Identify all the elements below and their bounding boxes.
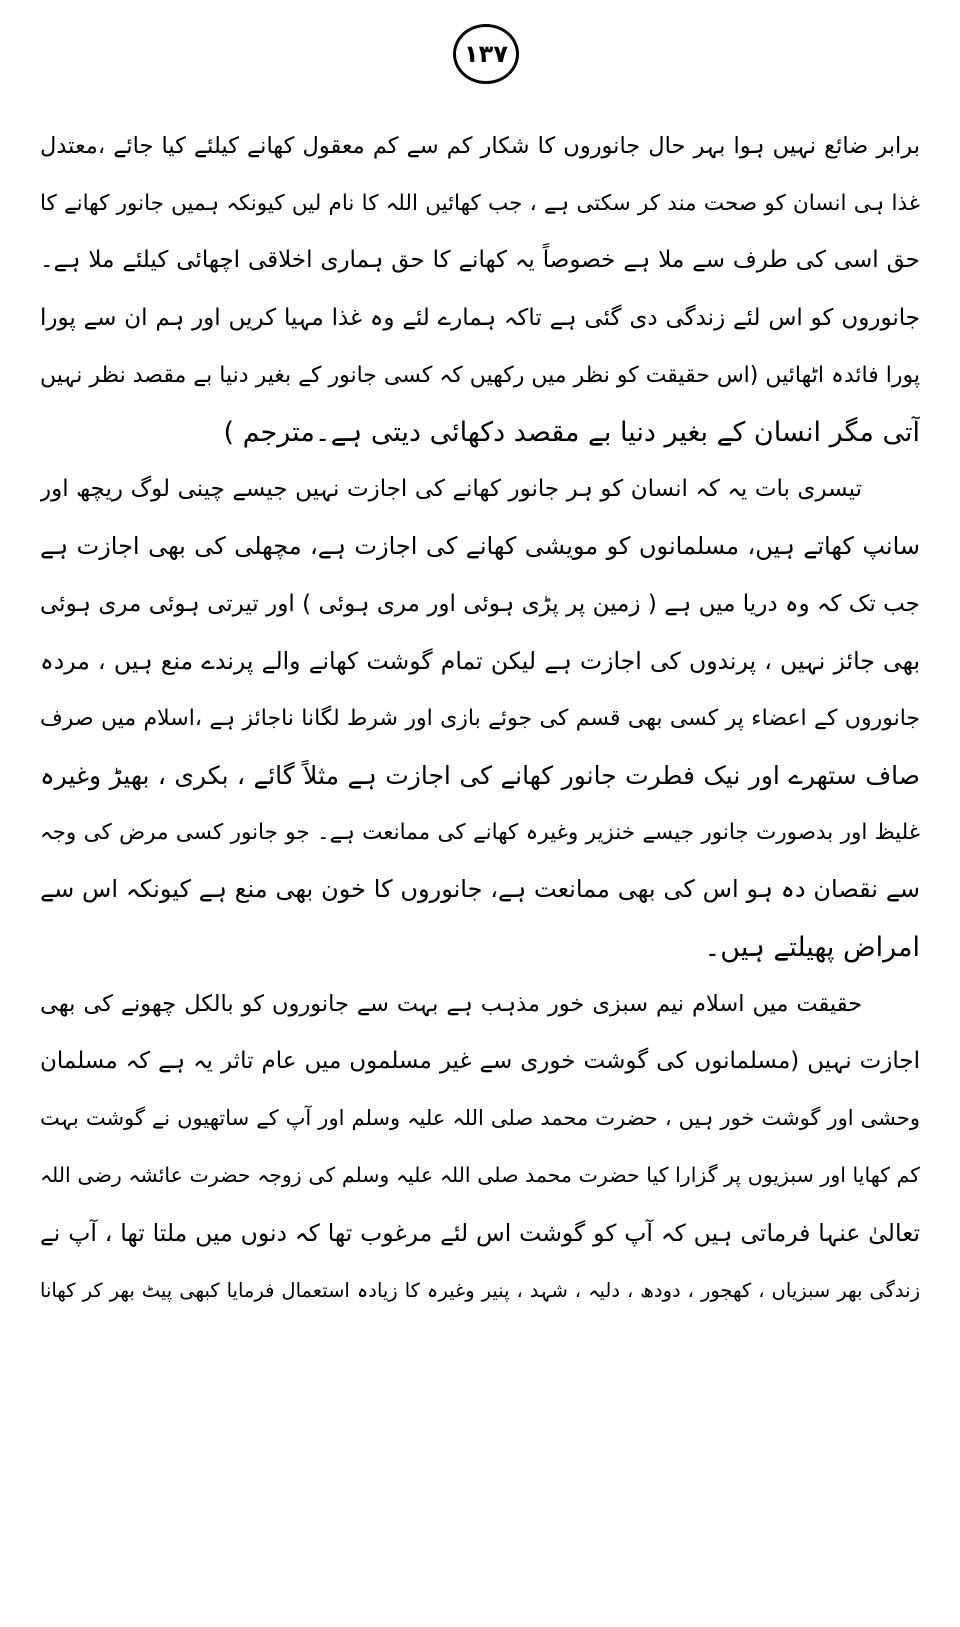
text-line: کم کھایا اور سبزیوں پر گزارا کیا حضرت محمد صلی اللہ علیہ وسلم کی زوجہ حضرت عائشہ رضی اللہ — [40, 1163, 920, 1188]
text-line: آتی مگر انسان کے بغیر دنیا بے مقصد دکھائی دیتی ہے۔مترجم ) — [223, 416, 920, 448]
body-text — [40, 118, 920, 1319]
text-line: تعالیٰ عنہا فرماتی ہیں کہ آپ کو گوشت اس لئے مرغوب تھا کہ دنوں میں ملتا تھا ، آپ نے — [40, 1218, 920, 1247]
text-line: حقیقت میں اسلام نیم سبزی خور مذہب ہے بہت سے جانوروں کو بالکل چھونے کی بھی — [40, 990, 862, 1017]
page-number: ۱۳۷ — [453, 24, 519, 84]
text-line: جانوروں کے اعضاء پر کسی بھی قسم کی جوئے بازی اور شرط لگانا ناجائز ہے ،اسلام میں صرف — [40, 705, 920, 731]
text-line: برابر ضائع نہیں ہوا بہر حال جانوروں کا شکار کم سے کم معقول کھانے کیلئے کیا جائے ،معتدل — [40, 133, 920, 159]
text-line: تیسری بات یہ کہ انسان کو ہر جانور کھانے کی اجازت نہیں جیسے چینی لوگ ریچھ اور — [40, 476, 862, 503]
text-line: سے نقصان دہ ہو اس کی بھی ممانعت ہے، جانوروں کا خون بھی منع ہے کیونکہ اس سے — [40, 875, 920, 904]
text-line: حق اسی کی طرف سے ملا ہے خصوصاً یہ کھانے کا حق ہماری اخلاقی اچھائی کیلئے ملا ہے۔ — [40, 247, 920, 274]
text-line: جانوروں کو اس لئے زندگی دی گئی ہے تاکہ ہمارے لئے وہ غذا مہیا کریں اور ہم ان سے پورا — [40, 304, 920, 331]
text-line: غلیظ اور بدصورت جانور جیسے خنزیر وغیرہ کھانے کی ممانعت ہے۔ جو جانور کسی مرض کی وجہ — [40, 820, 920, 846]
text-line: زندگی بھر سبزیاں ، کھجور ، دودھ ، دلیہ ، شہد ، پنیر وغیرہ کا زیادہ استعمال فرمایا کبھی پیٹ بھر کر کھانا — [40, 1278, 920, 1302]
text-line: اجازت نہیں (مسلمانوں کی گوشت خوری سے غیر مسلموں میں عام تاثر یہ ہے کہ مسلمان — [40, 1048, 920, 1074]
text-line: جب تک کہ وہ دریا میں ہے ( زمین پر پڑی ہوئی اور مری ہوئی ) اور تیرتی ہوئی مری ہوئی — [40, 590, 920, 617]
text-line: پورا فائدہ اٹھائیں (اس حقیقت کو نظر میں رکھیں کہ کسی جانور کے بغیر دنیا بے مقصد نظر نہیں — [40, 362, 920, 388]
text-line: غذا ہی انسان کو صحت مند کر سکتی ہے ، جب کھائیں اللہ کا نام لیں کیونکہ ہمیں جانور کھانے کا — [40, 191, 920, 217]
text-line: بھی جائز نہیں ، پرندوں کی اجازت ہے لیکن تمام گوشت کھانے والے پرندے منع ہیں ، مردہ — [40, 646, 920, 675]
text-line: امراض پھیلتے ہیں۔ — [704, 931, 920, 963]
text-line: سانپ کھاتے ہیں، مسلمانوں کو مویشی کھانے کی اجازت ہے، مچھلی کی بھی اجازت ہے — [40, 532, 920, 561]
text-line: صاف ستھرے اور نیک فطرت جانور کھانے کی اجازت ہے مثلاً گائے ، بکری ، بھیڑ وغیرہ — [40, 761, 920, 791]
text-line: وحشی اور گوشت خور ہیں ، حضرت محمد صلی اللہ علیہ وسلم اور آپ کے ساتھیوں نے گوشت بہت — [40, 1106, 920, 1131]
